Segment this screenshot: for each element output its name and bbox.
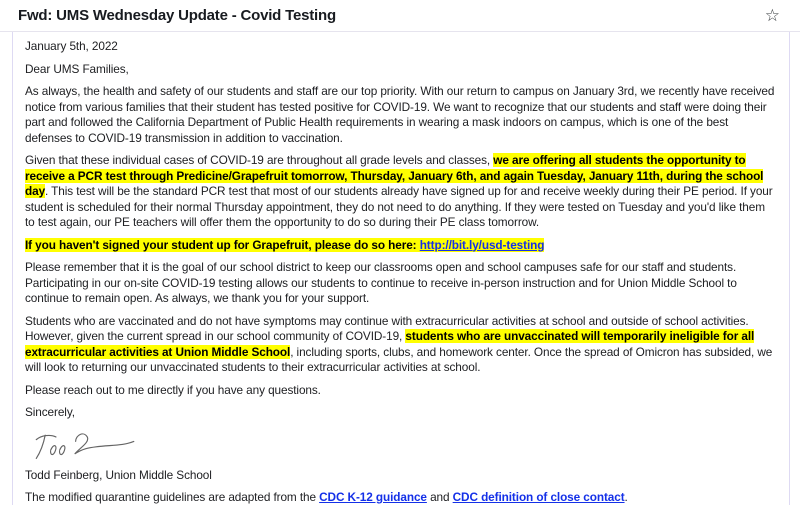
text-segment: If you haven't signed your student up for Grapefruit, please do so here: [25, 237, 420, 252]
text-segment: As always, the health and safety of our students and staff are our top priority. With our return to campus on January 3rd, we recently have received notice from various families that their student has tested positive for COVID-19. We want to recognize that our students and staff were doing their part and followed the California Department of Public Health requirements in wearing a mask indoors on campus, which is one of the best defenses to COVID-19 transmission in addition to vaccination. [25, 84, 775, 145]
text-segment: students who are unvaccinated will temporarily ineligible for all extracurricular activities at Union Middle School [25, 329, 755, 359]
text-segment: January 5th, 2022 [25, 39, 118, 53]
text-segment: Todd Feinberg, Union Middle School [25, 467, 212, 482]
signature-name [25, 468, 777, 484]
email-body [12, 32, 790, 505]
text-segment: Sincerely, [25, 405, 75, 419]
email-subject-bar [0, 0, 800, 32]
email-subject: Fwd: UMS Wednesday Update - Covid Testing [18, 7, 336, 24]
star-icon[interactable]: ☆ [764, 6, 780, 25]
paragraph-priority [25, 84, 777, 146]
text-segment: Given that these individual cases of COVID-19 are throughout all grade levels and classes, [25, 153, 494, 167]
text-segment: and [426, 490, 453, 504]
text-segment: . [624, 490, 628, 504]
text-segment: Students who are vaccinated and do not have symptoms may continue with extracurricular activities at school and outside of school activities. However, given the current spread in our school community of COVID-19, [25, 313, 749, 343]
closing [25, 405, 777, 421]
inline-link[interactable]: CDC definition of close contact [452, 490, 625, 504]
signature-image [27, 428, 777, 462]
text-segment: , including sports, clubs, and homework center. Once the spread of Omicron has subsided, we will look to returning our unvaccinated students to their extracurricular activities at school. [25, 344, 773, 374]
date-line [25, 39, 777, 55]
salutation [25, 62, 777, 78]
paragraph-pcr-testing [25, 153, 777, 231]
paragraph-questions [25, 383, 777, 399]
text-segment: . This test will be the standard PCR test that most of our students already have signed up for and receive weekly during their PE period. If your student is scheduled for their normal Thursday appointment, they do not need to do anything. If they were tested on Tuesday and you'd like them to test again, our PE teachers will offer them the opportunity to do so during their PE class tomorrow. [25, 184, 773, 229]
paragraph-district-goal [25, 260, 777, 307]
footer-note [25, 490, 777, 506]
text-segment: Please reach out to me directly if you have any questions. [25, 382, 321, 397]
paragraph-extracurricular [25, 314, 777, 376]
text-segment: we are offering all students the opportunity to receive a PCR test through Predicine/Grapefruit tomorrow, Thursday, January 6th, and again Tuesday, January 11th, during the school day [25, 153, 764, 198]
inline-link[interactable]: CDC K-12 guidance [319, 490, 427, 504]
text-segment: Please remember that it is the goal of our school district to keep our classrooms open and school campuses safe for our staff and students. Participating in our on-site COVID-19 testing allows our students to continue to receive in-person instruction and for Union Middle School to continue to remain open. As always, we thank you for your support. [25, 260, 737, 305]
inline-link[interactable]: http://bit.ly/usd-testing [419, 237, 545, 252]
signup-line [25, 238, 777, 254]
text-segment: Dear UMS Families, [25, 61, 129, 76]
text-segment: The modified quarantine guidelines are adapted from the [25, 490, 320, 504]
